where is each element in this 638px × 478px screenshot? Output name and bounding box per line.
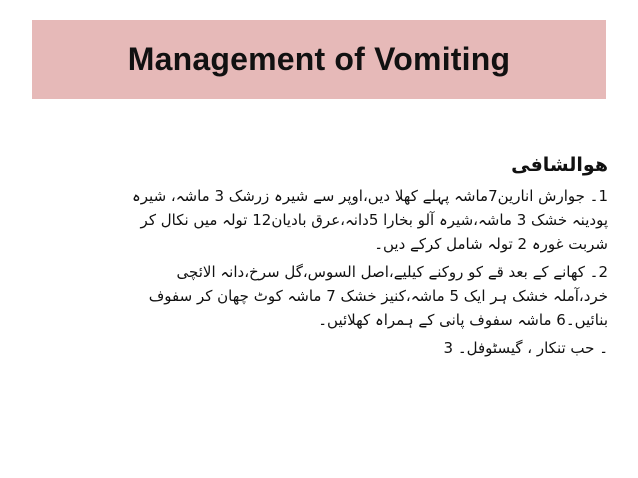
slide-body xyxy=(50,150,608,364)
item-line: شربت غورہ 2 تولہ شامل کرکے دیں۔ xyxy=(374,235,608,253)
list-item xyxy=(50,336,608,360)
list-item xyxy=(50,184,608,256)
item-line: بنائیں۔6 ماشہ سفوف پانی کے ہمراہ کھلائیں۔ xyxy=(318,311,608,329)
list-item xyxy=(50,260,608,332)
item-line: 2۔ کھانے کے بعد قے کو روکنے کیلیے،اصل السوس،گل سرخ،دانہ الائچی xyxy=(176,263,608,281)
item-line: ۔ حب تنکار ، گیسٹوفل۔ 3 xyxy=(443,339,608,357)
title-band xyxy=(32,20,606,99)
body-heading: هوالشافی xyxy=(511,154,608,176)
slide-title: Management of Vomiting xyxy=(127,41,511,77)
item-line: 1۔ جوارش انارین7ماشہ پہلے کھلا دیں،اوپر سے شیرہ زرشک 3 ماشہ، شیرہ xyxy=(131,187,608,205)
item-line: پودینہ خشک 3 ماشہ،شیرہ آلو بخارا 5دانہ،عرق بادیان12 تولہ میں نکال کر xyxy=(140,211,608,229)
item-line: خرد،آملہ خشک ہر ایک 5 ماشہ،کنیز خشک 7 ماشہ کوٹ چھان کر سفوف xyxy=(148,287,608,305)
